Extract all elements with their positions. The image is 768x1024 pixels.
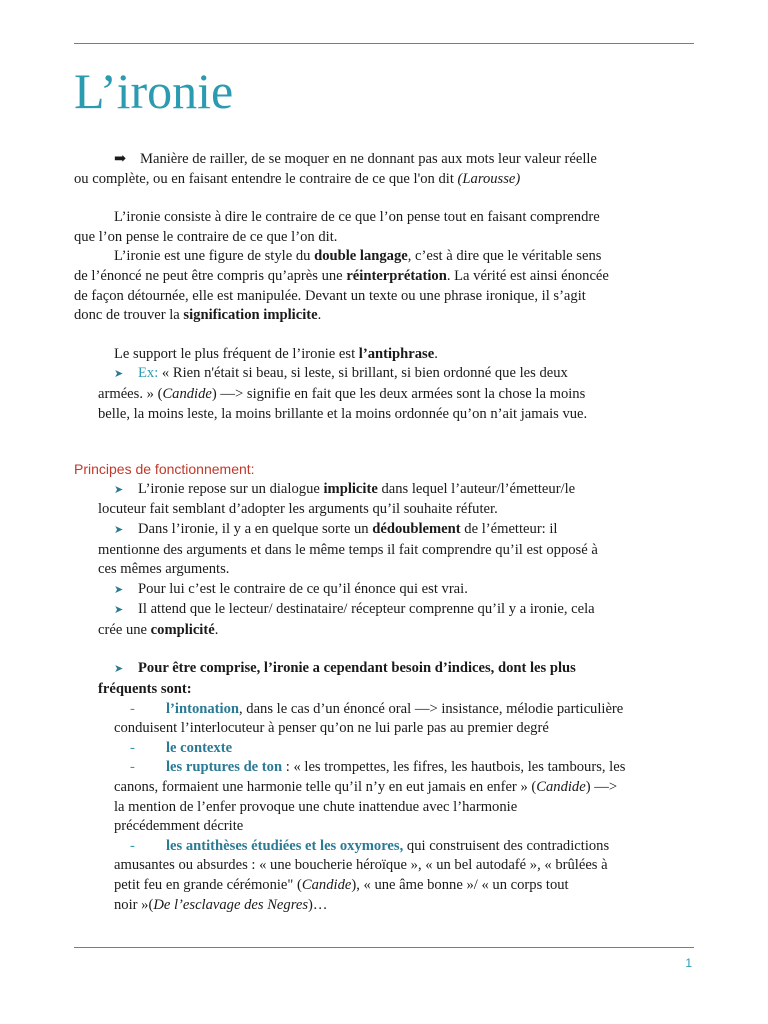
principle-2: ➤ Dans l’ironie, il y a en quelque sorte un dédoublement de l’émetteur: il mentionne des arguments et dans le même temps il fait comprendre qu’il est opposé à ces mêmes arguments. xyxy=(98,520,598,578)
paragraph-2: L’ironie est une figure de style du double langage, c’est à dire que le véritable sens de l’énoncé ne peut être compris qu’après une réinterprétation. La vérité est ainsi énoncée de façon détournée, elle est manipulée. Devant un texte ou une phrase ironique, il s’agit donc de trouver la signification implicite. xyxy=(74,248,609,324)
top-rule xyxy=(74,43,694,44)
bullet-icon: ➤ xyxy=(114,368,124,381)
document-body xyxy=(74,150,694,915)
bullet-icon: ➤ xyxy=(114,604,124,617)
principle-3: ➤ Pour lui c’est le contraire de ce qu’il énonce qui est vrai. xyxy=(74,580,694,601)
indice-intonation: - l’intonation, dans le cas d’un énoncé oral —> insistance, mélodie particulière conduisent l’interlocuteur à penser qu’on ne lui parle pas au premier degré xyxy=(114,700,624,737)
definition: ➡ Manière de railler, de se moquer en ne donnant pas aux mots leur valeur réelle ou complète, ou en faisant entendre le contraire de ce que l'on dit (Larousse) xyxy=(74,151,597,187)
section-heading: Principes de fonctionnement: xyxy=(74,461,255,478)
indice-ruptures: - les ruptures de ton : « les trompettes, les fifres, les hautbois, les tambours, les canons, formaient une harmonie telle qu’il n’y en eut jamais en enfer » (Candide) —> la mention de l’enfer provoque une chute inattendue avec l’harmonie précédemment décrite xyxy=(114,759,626,835)
bottom-rule xyxy=(74,947,694,948)
bullet-icon: ➤ xyxy=(114,483,124,496)
arrow-right-icon: ➡ xyxy=(114,151,127,167)
example: ➤ Ex: « Rien n'était si beau, si leste, si brillant, si bien ordonné que les deux armées. » (Candide) —> signifie en fait que les deux armées sont la chose la moins belle, la moins leste, la moins brillante et la moins ordonnée qu’on n’ait jamais vue. xyxy=(98,365,588,422)
bullet-icon: ➤ xyxy=(114,583,124,596)
paragraph-3: Le support le plus fréquent de l’ironie est l’antiphrase. xyxy=(114,345,438,362)
bullet-icon: ➤ xyxy=(114,663,124,676)
indice-antitheses: - les antithèses étudiées et les oxymores, qui construisent des contradictions amusantes ou absurdes : « une boucherie héroïque », « un bel autodafé », « brûlées à petit feu en grande cérémonie" (Candide), « une âme bonne »/ « un corps tout noir »(De l’esclavage des Negres)… xyxy=(114,837,610,913)
page-number: 1 xyxy=(685,956,692,970)
page-title: L’ironie xyxy=(74,63,234,119)
indice-contexte: - le contexte xyxy=(130,739,233,756)
principle-1: ➤ L’ironie repose sur un dialogue implicite dans lequel l’auteur/l’émetteur/le locuteur fait semblant d’adopter les arguments qu’il souhaite réfuter. xyxy=(98,480,576,518)
indices-heading: ➤ Pour être comprise, l’ironie a cependant besoin d’indices, dont les plus fréquents sont: xyxy=(98,660,576,698)
principle-4: ➤ Il attend que le lecteur/ destinataire/ récepteur comprenne qu’il y a ironie, cela crée une complicité. xyxy=(98,601,595,638)
paragraph-1: L’ironie consiste à dire le contraire de ce que l’on pense tout en faisant comprendre que l’on pense le contraire de ce que l’on dit. xyxy=(74,209,600,245)
bullet-icon: ➤ xyxy=(114,523,124,536)
